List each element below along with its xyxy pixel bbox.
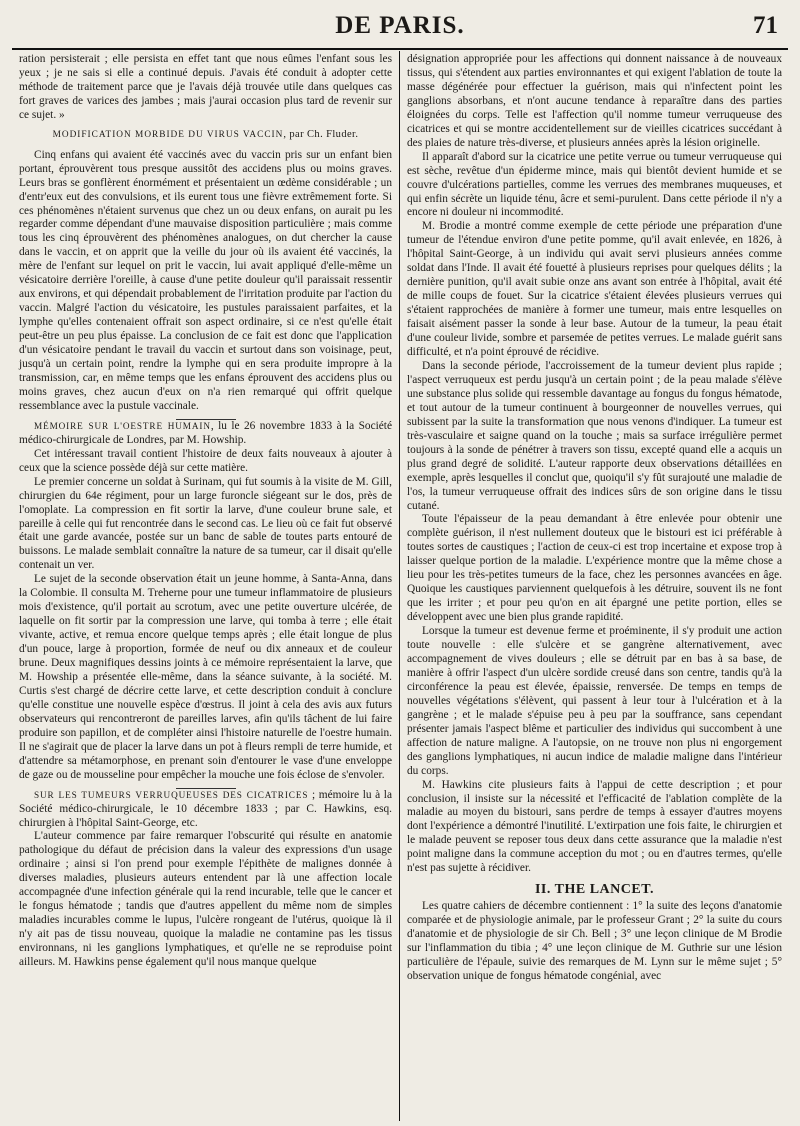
paragraph: Toute l'épaisseur de la peau demandant à être enlevée pour obtenir une complète guérison, il n'est nullement douteux que le bistouri est ici préférable à toutes sortes de caustiques ; l'action de ceux-ci est trop incertaine et expose trop à laisser quelque portion de la maladie. L'expérience montre que la même chose a lieu pour les très-petites tumeurs de la face, chez les personnes avancées en âge. Quoique les caustiques parviennent quelquefois à les détruire, souvent ils ne font que les irriter ; et pour peu qu'on en ait épargné une petite portion, elles se développent avec une bien plus grande rapidité.: [407, 513, 782, 624]
column-divider: [399, 51, 400, 1121]
paragraph: désignation appropriée pour les affections qui donnent naissance à de nouveaux tissus, qui s'étendent aux parties environnantes et qui exigent l'ablation de toute la masse dégénérée pour effectuer la guérison, mais qui n'infectent point les ganglions absorbans, et n'ont aucune tendance à reparaître dans des parties éloignées du corps. Telle est l'affection qu'il nomme tumeur verruqueuse des cicatrices et qui se montre accidentellement sur de vieilles cicatrices succédant à des plaies de nature très-diverse, et plusieurs années après la lésion originelle.: [407, 53, 782, 149]
fluder-heading-author: , par Ch. Fluder.: [283, 128, 359, 140]
left-column: [19, 53, 392, 970]
paragraph: Le sujet de la seconde observation était un jeune homme, à Santa-Anna, dans la Colombie. Il consulta M. Treherne pour une tumeur inflammatoire de plusieurs mois d'existence, qu'il portait au scrotum, avec une petite ouverture ulcérée, de laquelle on fit sortir par la compression une larve, qui tomba à terre ; elle était vivante, active, et remua encore quelque temps après ; elle était longue de plus d'un pouce, large à proportion, formée de neuf ou dix anneaux et de couleur brune. Deux magnifiques dessins joints à ce mémoire représentaient la larve, que M. Howship a présentée elle-même, dans la séance suivante, à la société. M. Curtis s'est chargé de décrire cette larve, et cette description conduit à conclure qu'elle constitue une nouvelle espèce d'œstrus. Il joint à cela des avis aux futurs observateurs qui rencontreront de pareilles larves, afin qu'ils tâchent de lui faire produire son papillon, et de compléter ainsi l'histoire naturelle de l'oestre humain. Il ne s'agirait que de placer la larve dans un pot à fleurs rempli de terre humide, et d'attendre sa métamorphose, en prenant soin d'entourer le vase d'une enveloppe de gaze ou de mousseline pour empêcher la mouche une fois éclose de s'envoler.: [19, 573, 392, 781]
howship-title-caps: MÉMOIRE SUR L'OESTRE HUMAIN: [34, 420, 211, 431]
hawkins-title: [19, 789, 392, 831]
paragraph: M. Brodie a montré comme exemple de cette période une préparation d'une tumeur de l'étendue environ d'une petite pomme, qu'il avait enlevée, en 1826, à l'hôpital Saint-George, à un individu qui avait servi plusieurs années comme soldat dans l'Inde. Il avait été fouetté à plusieurs reprises pour quelques délits ; la dernière punition, qu'il avait subie onze ans avant son entrée à l'hôpital, avait été de mille coups de fouet. Sur la cicatrice s'étaient élevées plusieurs verrues qui s'étaient rapprochées de manière à former une tumeur, mais entre lesquelles on faisait aisément passer la sonde à leur base. Autour de la tumeur, la peau était d'une couleur livide, sombre et parsemée de petites verrues. Le malade guérit sans difficulté, et n'a point éprouvé de récidive.: [407, 220, 782, 359]
paragraph: Cet intéressant travail contient l'histoire de deux faits nouveaux à ajouter à ceux que la science possède déjà sur cette matière.: [19, 447, 392, 474]
hawkins-title-caps: SUR LES TUMEURS VERRUQUEUSES DES CICATRICES: [34, 789, 309, 800]
howship-title-rest: , lu le 26 novembre 1833 à la Société médico-chirurgicale de Londres, par M. Howship.: [19, 419, 392, 446]
paragraph: Lorsque la tumeur est devenue ferme et proéminente, il s'y produit une action toute nouvelle : elle s'ulcère et se gangrène alternativement, avec accompagnement de vives douleurs ; elle se détruit par en bas à sa base, de manière à offrir l'aspect d'un ulcère sordide creusé dans son centre, tandis qu'à la circonférence la peau est élevée, épaissie, renversée. De temps en temps de nouvelles végétations s'élèvent, qui passent à leur tour à l'ulcération et à la gangrène ; et le malade s'épuise peu à peu par la souffrance, sans cependant présenter jamais l'aspect blême et particulier des individus qui succombent à une affection de nature maligne. A l'autopsie, on ne trouve non plus ni engorgement des ganglions lymphatiques, ni aucun indice de maladie maligne dans l'intérieur du corps.: [407, 625, 782, 777]
page-number: 71: [753, 12, 778, 39]
paragraph: Il apparaît d'abord sur la cicatrice une petite verrue ou tumeur verruqueuse qui est sèche, revêtue d'un épiderme mince, mais qui bientôt devient humide et se couvre d'ulcérations partielles, comme les verrues des membranes muqueuses, et qui enfin sécrète un liquide ténu, âcre et semi-purulent. Dans cette période il n'y a encore ni douleur ni incommodité.: [407, 150, 782, 219]
paragraph: Dans la seconde période, l'accroissement de la tumeur devient plus rapide ; l'aspect verruqueux est perdu jusqu'à un certain point ; de la peau malade s'élève une substance plus solide qui ressemble davantage au fongus du fongus hématode, et tout autour de la tumeur continuent à bourgeonner de nouvelles verrues, qui subissent par la suite la transformation que nous venons d'indiquer. La tumeur est très-vasculaire et saigne quand on la touche ; mais sa surface irrégulière permet toujours à la sonde de pénétrer à travers son tissu, excepté quand elle a acquis un plus grand degré de solidité. L'auteur rapporte deux observations détaillées en exemple, après lesquelles il conclut que, quoiqu'il s'y fût surajouté une maladie de l'os, la tumeur verruqueuse offrait des indices sûrs de son origine dans le tissu cutané.: [407, 359, 782, 512]
running-title: DE PARIS.: [335, 12, 465, 39]
fluder-heading: [19, 128, 392, 143]
paragraph: Les quatre cahiers de décembre contiennent : 1° la suite des leçons d'anatomie comparée et de physiologie animale, par le professeur Grant ; 2° la suite du cours d'anatomie et de physiologie de sir Ch. Bell ; 3° une leçon clinique de M Brodie sur l'inflammation du tibia ; 4° une leçon clinique de M. Guthrie sur une lésion particulière de l'épaule, suivie des remarques de M. Lynn sur le même sujet ; 5° observation unique de fongus hématode congénial, avec: [407, 900, 782, 982]
section-title: II. THE LANCET.: [534, 882, 654, 898]
hawkins-title-rest: ; mémoire lu à la Société médico-chirurgicale, le 10 décembre 1833 ; par C. Hawkins, esq. chirurgien à l'hôpital Saint-George, etc.: [19, 788, 392, 829]
right-column: [407, 53, 782, 984]
paragraph: M. Hawkins cite plusieurs faits à l'appui de cette description ; et pour conclusion, il insiste sur la nécessité et l'efficacité de l'ablation complète de la maladie au moyen du bistouri, sans perdre de temps à essayer d'autres moyens dont l'expérience a démontré l'inutilité. L'extirpation une fois faite, le chirurgien et le malade peuvent se reposer tous deux dans cette assurance que la maladie n'est point maligne dans la commune acception du mot ; ou en d'autres termes, qu'elle n'est pas sujette à récidiver.: [407, 778, 782, 875]
paragraph: ration persisterait ; elle persista en effet tant que nous eûmes l'enfant sous les yeux ; je ne sais si elle a continué depuis. J'avais été conduit à adopter cette méthode de traitement parce que je l'avais déjà trouvée utile dans quelques cas fort graves de varices des jambes ; mais j'aurai occasion plus tard de revenir sur ce sujet. »: [19, 53, 392, 121]
paragraph: Cinq enfans qui avaient été vaccinés avec du vaccin pris sur un enfant bien portant, éprouvèrent tous presque aussitôt des accidens plus ou moins graves. Leurs bras se gonflèrent énormément et présentaient un œdème considérable ; un d'entr'eux eut des convulsions, et ils eurent tous une fièvre extrêmement forte. Si ces phénomènes n'étaient survenus que chez un ou deux enfans, on aurait pu les regarder comme dépendant d'une mauvaise disposition particulière ; mais comme tous les cinq éprouvèrent des phénomènes analogues, on dut chercher la cause dans le vaccin, et on apprit que la veille du jour où ils avaient été vaccinés, la mère de l'enfant sur lequel on prit le vaccin, lui avait appliqué d'elle-même un vésicatoire derrière l'oreille, à cause d'une petite douleur qu'il paraissait ressentir aux environs, et qui dépendait probablement de l'irritation produite par l'action du vaccin. Malgré l'action du vésicatoire, les pustules paraissaient parfaites, et la lymphe qu'elles contenaient offrait son aspect ordinaire, si ce n'est qu'elle était peut-être un peu plus épaisse. La conclusion de ce fait est donc que l'application d'un vésicatoire pendant le travail du vaccin et surtout dans son voisinage, peut, jusqu'à un certain point, rendre la lymphe qui en sera produite impropre à la transmission, car, en même temps que les enfans éprouvent des accidens plus ou moins graves, chez aucun d'eux on n'a rien remarqué qui offrit quelque ressemblance avec la pustule vaccinale.: [19, 148, 392, 412]
paragraph: Le premier concerne un soldat à Surinam, qui fut soumis à la visite de M. Gill, chirurgien du 64e régiment, pour un large furoncle siégeant sur le dos, près de l'omoplate. La compression en fit sortir la larve, d'une couleur brune sale, et pareille à celle qui fut rencontrée dans le second cas. Le lieu où ce fait fut observé était une garde avancée, postée sur un banc de sable de toutes parts entouré de buissons. Le malade semblait connaître la nature de sa tumeur, car il disait qu'elle contenait un ver.: [19, 475, 392, 572]
howship-title: [19, 420, 392, 448]
page-header: [0, 0, 800, 50]
fluder-heading-caps: MODIFICATION MORBIDE DU VIRUS VACCIN: [52, 129, 284, 140]
header-rule: [12, 48, 788, 50]
paragraph: L'auteur commence par faire remarquer l'obscurité qui résulte en anatomie pathologique du défaut de précision dans la valeur des expressions d'un usage ordinaire ; ainsi si l'on prend pour exemple l'épithète de malignes donnée à diverses maladies, plusieurs auteurs entendent par là une affection locale accompagnée d'une infection générale qui la rend incurable, telle que le cancer et le fongus hématode ; tandis que d'autres appellent du même nom de simples maladies incurables comme le lupus, l'ulcère rongeant de l'utérus, quoique là il n'y ait pas de tissu nouveau, quoique la maladie ne contamine pas les tissus environnans, ni les ganglions lymphatiques, et qu'elle ne se reproduise point ailleurs. M. Hawkins pense également qu'il nous manque quelque: [19, 830, 392, 969]
